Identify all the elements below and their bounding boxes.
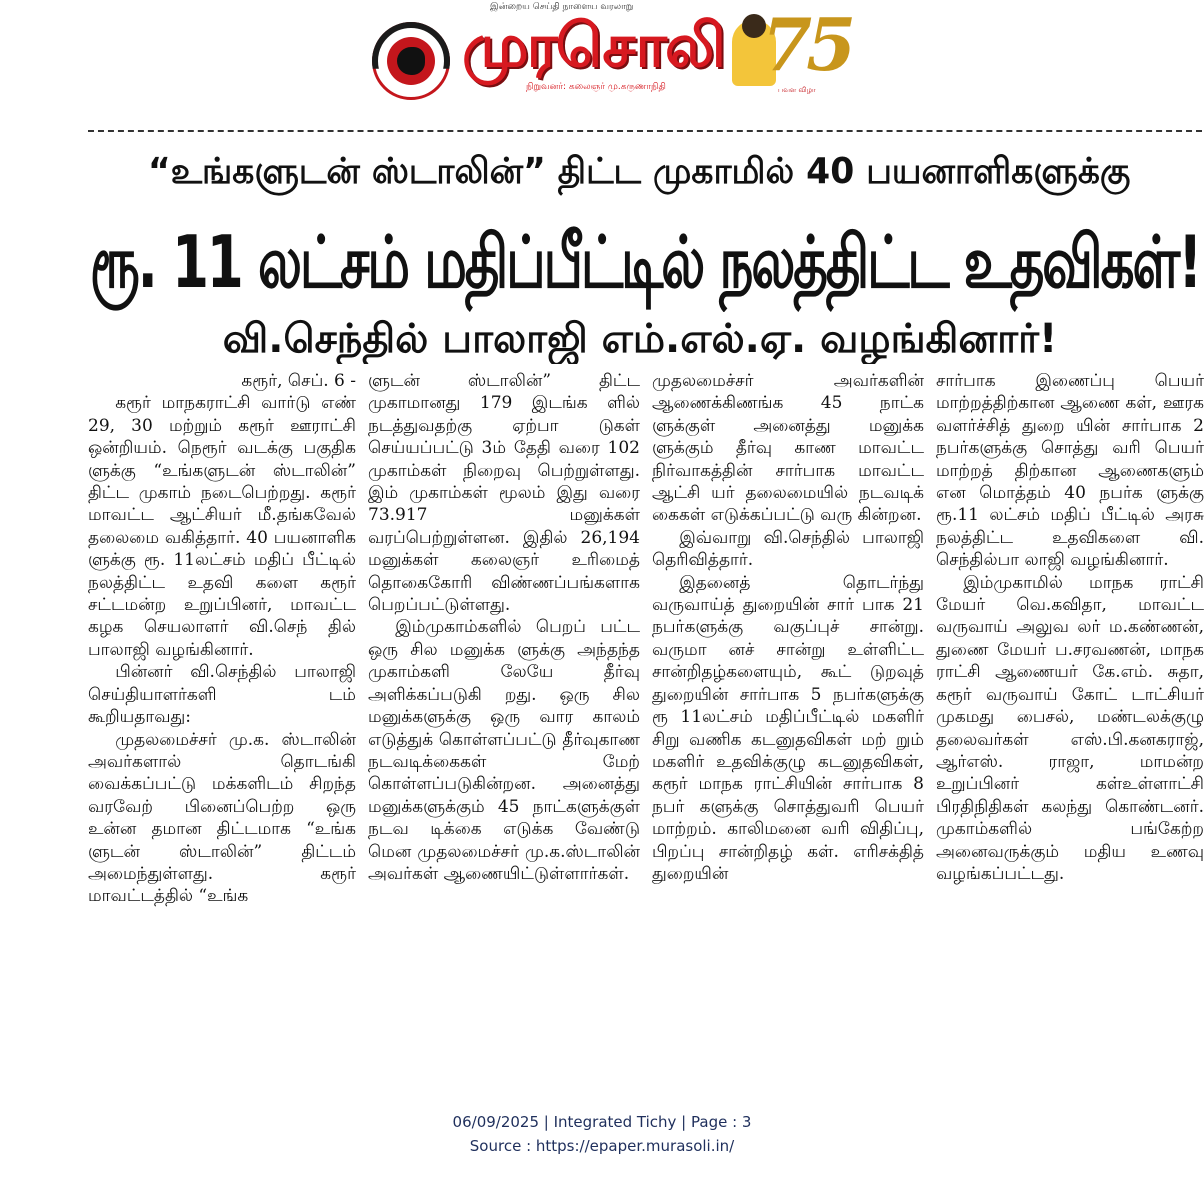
paragraph: இம்முகாமில் மாநக ராட்சி மேயர் வெ.கவிதா, மாவட்ட வருவாய் அலுவ லர் ம.கண்ணன், துணை மேயர் ப.சரவணன், மாநக ராட்சி ஆணையர் கே.எம். சுதா, கரூர் வருவாய் கோட் டாட்சியர் முகமது பைசல், மண்டலக்குழு தலைவர்கள் எஸ்.பி.கனகராஜ், ஆர்எஸ். ராஜா, மாமன்ற உறுப்பினர் கள்உள்ளாட்சி பிரதிநிதிகள் கலந்து கொண்டனர். முகாம்களில் பங்கேற்ற அனைவருக்கும் மதிய உணவு வழங்கப்பட்டது. [936, 572, 1204, 884]
dateline: கரூர், செப். 6 - [241, 371, 356, 391]
paragraph: கரூர் மாநகராட்சி வார்டு எண் 29, 30 மற்றும் கரூர் ஊராட்சி ஒன்றியம். நெரூர் வடக்கு பகுதிக ளுக்கு “உங்களுடன் ஸ்டாலின்” திட்ட முகாம் நடைபெற்றது. கரூர் மாவட்ட ஆட்சியர் மீ.தங்கவேல் தலைமை வகித்தார். 40 பயனாளிக ளுக்கு ரூ. 11லட்சம் மதிப் பீட்டில் நலத்திட்ட உதவி களை கரூர் சட்டமன்ற உறுப்பினர், மாவட்ட கழக செயலாளர் வி.செந் தில் பாலாஜி வழங்கினார். [88, 393, 356, 660]
edition-info: 06/09/2025 | Integrated Tichy | Page : 3 [452, 1113, 752, 1131]
article-body [0, 370, 1204, 1110]
column-1 [88, 370, 356, 1110]
article-headline: ரூ. 11 லட்சம் மதிப்பீட்டில் நலத்திட்ட உதவிகள்! [90, 220, 1200, 304]
dashed-divider [88, 130, 1202, 132]
paragraph: முதலமைச்சர் அவர்களின் ஆணைக்கிணங்க 45 நாட்க ளுக்குள் அனைத்து மனுக்க ளுக்கும் தீர்வு காண மாவட்ட நிர்வாகத்தின் சார்பாக மாவட்ட ஆட்சி யர் தலைமையில் நடவடிக் கைகள் எடுக்கப்பட்டு வரு கின்றன. [652, 371, 924, 526]
page-footer [0, 1110, 1204, 1158]
logo-subtitle: நிறுவனர்: கலைஞர் மு.கருணாநிதி [526, 82, 666, 92]
masthead-tagline: இன்றைய செய்தி நாளைய வரலாறு [490, 2, 634, 12]
paragraph: சார்பாக இணைப்பு பெயர் மாற்றத்திற்கான ஆணை கள், ஊரக வளர்ச்சித் துறை யின் சார்பாக 2 நபர்களுக்கு சொத்து வரி பெயர் மாற்றத் திற்கான ஆணைகளும் என மொத்தம் 40 நபர்க ளுக்கு ரூ.11 லட்சம் மதிப் பீட்டில் அரசு நலத்திட்ட உதவிகளை வி. செந்தில்பா லாஜி வழங்கினார். [936, 371, 1204, 571]
anniversary-badge: 75 [762, 2, 851, 87]
paragraph: இம்முகாம்களில் பெறப் பட்ட ஒரு சில மனுக்க ளுக்கு அந்தந்த முகாம்களி லேயே தீர்வு அளிக்கப்படுகி றது. ஒரு சில மனுக்களுக்கு ஒரு வார காலம் எடுத்துக் கொள்ளப்பட்டு தீர்வுகாண நடவடிக்கைகள் மேற் கொள்ளப்படுகின்றன. அனைத்து மனுக்களுக்கும் 45 நாட்களுக்குள் நடவ டிக்கை எடுக்க வேண்டு மென முதலமைச்சர் மு.க.ஸ்டாலின் அவர்கள் ஆணையிட்டுள்ளார்கள். [368, 617, 640, 884]
anniversary-label: பவள விழா [778, 86, 816, 94]
paragraph: இதனைத் தொடர்ந்து வருவாய்த் துறையின் சார் பாக 21 நபர்களுக்கு வகுப்புச் சான்று. வருமா னச் சான்று உள்ளிட்ட சான்றிதழ்களையும், கூட் டுறவுத் துறையின் சார்பாக 5 நபர்களுக்கு ரூ 11லட்சம் மதிப்பீட்டில் மகளிர் சிறு வணிக கடனுதவிகள் மற் றும் மகளிர் உதவிக்குழு கடனுதவிகள், கரூர் மாநக ராட்சியின் சார்பாக 8 நபர் களுக்கு சொத்துவரி பெயர் மாற்றம். காலிமனை வரி விதிப்பு, பிறப்பு சான்றிதழ் கள். எரிசக்தித் துறையின் [652, 572, 924, 884]
source-link[interactable]: Source : https://epaper.murasoli.in/ [469, 1137, 735, 1155]
newspaper-logo: முரசொலி [462, 11, 724, 81]
article-kicker: “உங்களுடன் ஸ்டாலின்” திட்ட முகாமில் 40 பயனாளிகளுக்கு [148, 151, 1130, 192]
column-4 [936, 370, 1204, 1110]
column-3 [652, 370, 924, 1110]
column-2 [368, 370, 640, 1110]
party-emblem-icon [372, 22, 450, 100]
paragraph: பின்னர் வி.செந்தில் பாலாஜி செய்தியாளர்களி டம் கூறியதாவது: [88, 662, 356, 728]
paragraph: முதலமைச்சர் மு.க. ஸ்டாலின் அவர்களால் தொடங்கி வைக்கப்பட்டு மக்களிடம் சிறந்த வரவேற் பினைப்பெற்ற ஒரு உன்ன தமான திட்டமாக “உங்க ளுடன் ஸ்டாலின்” திட்டம் அமைந்துள்ளது. கரூர் மாவட்டத்தில் “உங்க [88, 729, 356, 907]
masthead [370, 0, 851, 105]
paragraph: இவ்வாறு வி.செந்தில் பாலாஜி தெரிவித்தார். [652, 527, 924, 571]
article-subhead: வி.செந்தில் பாலாஜி எம்.எல்.ஏ. வழங்கினார்! [222, 316, 1058, 362]
paragraph: ளுடன் ஸ்டாலின்” திட்ட முகாமானது 179 இடங்க ளில் நடத்துவதற்கு ஏற்பா டுகள் செய்யப்பட்டு 3ம் தேதி வரை 102 முகாம்கள் நிறைவு பெற்றுள்ளது. இம் முகாம்கள் மூலம் இது வரை 73.917 மனுக்கள் வரப்பெற்றுள்ளன. இதில் 26,194 மனுக்கள் கலைஞர் உரிமைத் தொகைகோரி விண்ணப்பங்களாக பெறப்பட்டுள்ளது. [368, 371, 640, 616]
